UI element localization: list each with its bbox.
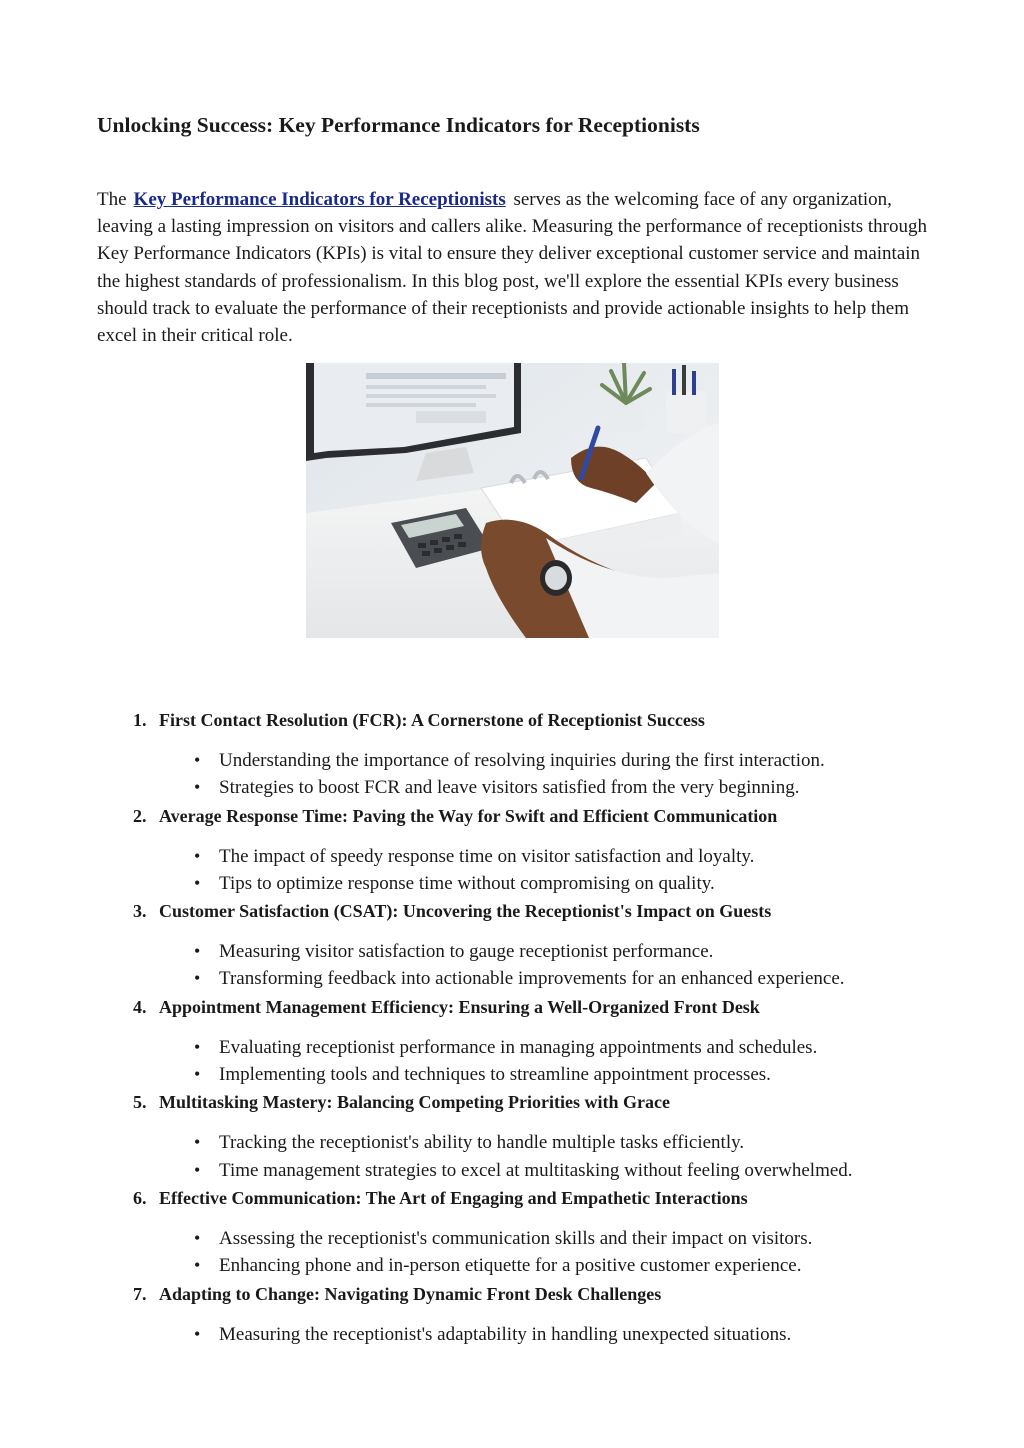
kpi-heading-text: Customer Satisfaction (CSAT): Uncovering the Receptionist's Impact on Guests xyxy=(159,901,772,922)
kpi-heading xyxy=(133,1088,953,1116)
kpi-bullet xyxy=(194,1129,953,1156)
kpi-bullet xyxy=(194,1157,953,1184)
kpi-bullet xyxy=(194,870,953,897)
kpi-heading-text: Average Response Time: Paving the Way for Swift and Efficient Communication xyxy=(159,805,778,826)
kpi-bullet-list xyxy=(133,938,953,993)
kpi-item xyxy=(133,1184,953,1280)
bullet-dot-icon: • xyxy=(194,1255,201,1276)
kpi-list xyxy=(133,706,953,1348)
kpi-bullet-text: Enhancing phone and in-person etiquette for a positive customer experience. xyxy=(219,1255,802,1277)
kpi-bullet xyxy=(194,1034,953,1061)
bullet-dot-icon: • xyxy=(194,1036,201,1057)
intro-text: serves as the welcoming face of any organization, leaving a lasting impression on visitors and callers alike. Measuring the performance of receptionists through Key Performance Indicators (KPIs) is vital to ensure they deliver exceptional customer service and maintain the highest standards of professionalism. In this blog post, we'll explore the essential KPIs every business should track to evaluate the performance of their receptionists and provide actionable insights to help them excel in their critical role. xyxy=(97,189,927,347)
kpi-heading xyxy=(133,897,953,925)
kpi-bullet-list xyxy=(133,1225,953,1280)
kpi-bullet-list xyxy=(133,1034,953,1089)
kpi-bullet-text: Tips to optimize response time without compromising on quality. xyxy=(219,872,715,894)
kpi-heading-text: Adapting to Change: Navigating Dynamic Front Desk Challenges xyxy=(159,1283,662,1304)
kpi-bullet xyxy=(194,747,953,774)
office-desk-photo xyxy=(306,363,719,638)
kpi-heading-text: Multitasking Mastery: Balancing Competing Priorities with Grace xyxy=(159,1092,670,1113)
bullet-dot-icon: • xyxy=(194,1159,201,1180)
kpi-number: 7. xyxy=(133,1283,147,1304)
kpi-item xyxy=(133,706,953,802)
intro-paragraph xyxy=(97,186,927,349)
bullet-dot-icon: • xyxy=(194,845,201,866)
bullet-dot-icon: • xyxy=(194,1323,201,1344)
kpi-bullet-text: Understanding the importance of resolving inquiries during the first interaction. xyxy=(219,750,825,771)
kpi-heading-text: Effective Communication: The Art of Engaging and Empathetic Interactions xyxy=(159,1187,748,1208)
kpi-item xyxy=(133,802,953,898)
kpi-item xyxy=(133,993,953,1089)
bullet-dot-icon: • xyxy=(194,777,201,798)
intro-link[interactable]: Key Performance Indicators for Receptionists xyxy=(133,189,506,210)
kpi-heading xyxy=(133,1280,953,1308)
kpi-heading xyxy=(133,993,953,1021)
kpi-bullet-list xyxy=(133,843,953,898)
kpi-bullet-text: Transforming feedback into actionable improvements for an enhanced experience. xyxy=(219,968,845,990)
bullet-dot-icon: • xyxy=(194,1064,201,1085)
kpi-bullet xyxy=(194,938,953,965)
kpi-bullet xyxy=(194,1321,953,1348)
kpi-bullet-text: Strategies to boost FCR and leave visitors satisfied from the very beginning. xyxy=(219,777,800,799)
kpi-item xyxy=(133,897,953,993)
bullet-dot-icon: • xyxy=(194,1132,201,1153)
kpi-bullet-text: Time management strategies to excel at multitasking without feeling overwhelmed. xyxy=(219,1159,853,1181)
kpi-bullet xyxy=(194,1252,953,1279)
article-title: Unlocking Success: Key Performance Indicators for Receptionists xyxy=(97,113,700,137)
kpi-bullet-list xyxy=(133,747,953,802)
kpi-bullet-text: Evaluating receptionist performance in managing appointments and schedules. xyxy=(219,1036,818,1058)
bullet-dot-icon: • xyxy=(194,872,201,893)
kpi-bullet-text: Assessing the receptionist's communication skills and their impact on visitors. xyxy=(219,1227,813,1249)
kpi-item xyxy=(133,1088,953,1184)
kpi-heading-text: First Contact Resolution (FCR): A Cornerstone of Receptionist Success xyxy=(159,710,705,730)
kpi-bullet xyxy=(194,965,953,992)
kpi-bullet-list xyxy=(133,1129,953,1184)
kpi-number: 4. xyxy=(133,996,147,1017)
kpi-number: 2. xyxy=(133,805,147,826)
kpi-bullet xyxy=(194,1225,953,1252)
kpi-bullet-text: Implementing tools and techniques to streamline appointment processes. xyxy=(219,1064,771,1086)
kpi-heading-text: Appointment Management Efficiency: Ensuring a Well-Organized Front Desk xyxy=(159,996,760,1017)
kpi-bullet-list xyxy=(133,1321,953,1348)
bullet-dot-icon: • xyxy=(194,1227,201,1248)
kpi-number: 6. xyxy=(133,1187,147,1208)
bullet-dot-icon: • xyxy=(194,750,201,770)
bullet-dot-icon: • xyxy=(194,968,201,989)
kpi-bullet-text: The impact of speedy response time on visitor satisfaction and loyalty. xyxy=(219,845,755,867)
kpi-bullet-text: Measuring the receptionist's adaptability in handling unexpected situations. xyxy=(219,1323,792,1345)
kpi-heading xyxy=(133,706,953,734)
bullet-dot-icon: • xyxy=(194,941,201,962)
kpi-item xyxy=(133,1280,953,1348)
kpi-heading xyxy=(133,802,953,830)
kpi-heading xyxy=(133,1184,953,1212)
kpi-bullet xyxy=(194,774,953,801)
kpi-bullet-text: Measuring visitor satisfaction to gauge receptionist performance. xyxy=(219,941,714,963)
kpi-number: 3. xyxy=(133,901,147,922)
kpi-number: 5. xyxy=(133,1092,147,1113)
kpi-bullet xyxy=(194,1061,953,1088)
kpi-bullet-text: Tracking the receptionist's ability to handle multiple tasks efficiently. xyxy=(219,1132,745,1154)
intro-prefix: The xyxy=(97,189,127,210)
kpi-bullet xyxy=(194,843,953,870)
kpi-number: 1. xyxy=(133,710,147,730)
